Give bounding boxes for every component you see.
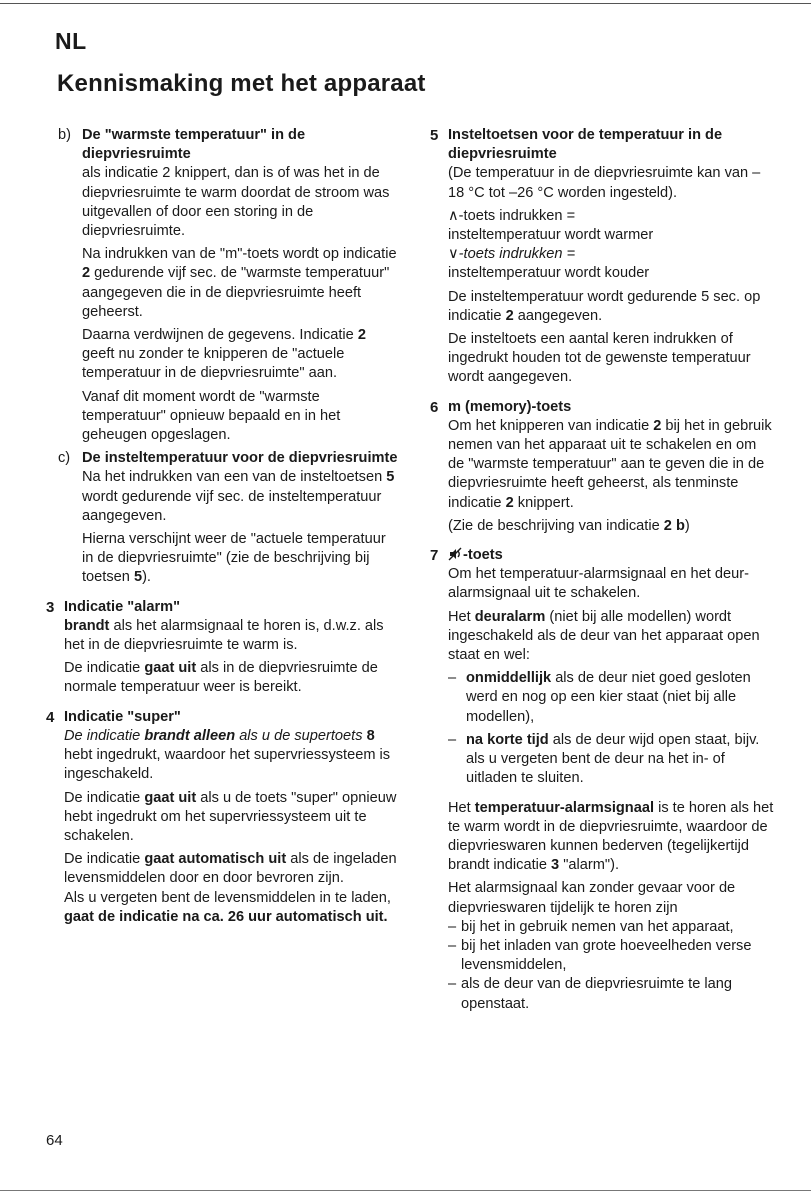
section-6 <box>430 398 775 536</box>
list-item: – bij het inladen van grote hoeveelheden verse levensmiddelen, <box>448 937 752 974</box>
page-number: 64 <box>46 1132 63 1149</box>
list-item: – bij het in gebruik nemen van het apparaat, <box>448 918 734 935</box>
section-5-heading: Insteltoetsen voor de temperatuur in de diepvriesruimte <box>448 127 723 163</box>
list-item: – onmiddellijk als de deur niet goed gesloten werd en nog op een kier staat (niet bij alle modellen), <box>448 670 751 725</box>
section-7-number: 7 <box>430 547 439 565</box>
section-4-text-3: De indicatie gaat automatisch uit als de ingeladen levensmiddelen door en door bevroren zijn. Als u vergeten bent de levensmiddelen in te laden, gaat de indicatie na ca. 26 uur automatisch uit. <box>64 851 397 925</box>
item-b-label: b) <box>58 127 71 143</box>
section-7-text-3: Het temperatuur-alarmsignaal is te horen als het te warm wordt in de diepvriesruimte, waardoor de diepvrieswaren kunnen bederven (tegelijkertijd brandt indicatie 3 "alarm"). <box>448 799 774 874</box>
section-6-number: 6 <box>430 398 439 416</box>
section-3-text-1: brandt als het alarmsignaal te horen is, d.w.z. als het in de diepvriesruimte te warm is. <box>64 617 384 654</box>
item-b <box>46 126 401 445</box>
item-b-text-1: als indicatie 2 knippert, dan is of was het in de diepvriesruimte te warm doordat de stroom was uitgevallen of door een storing in de diepvriesruimte. <box>82 165 390 240</box>
item-c <box>46 449 401 587</box>
alarm-off-icon <box>448 547 462 561</box>
section-6-text-2: (Zie de beschrijving van indicatie 2 b) <box>448 517 690 534</box>
top-rule <box>0 3 811 4</box>
section-7 <box>430 546 775 1014</box>
item-c-text-1: Na het indrukken van een van de insteltoetsen 5 wordt gedurende vijf sec. de insteltemperatuur aangegeven. <box>82 469 395 524</box>
item-b-text-2: Na indrukken van de "m"-toets wordt op indicatie 2 gedurende vijf sec. de "warmste temperatuur" aangegeven die in de diepvriesruimte heeft geheerst. <box>82 246 397 320</box>
right-column <box>430 126 775 1014</box>
section-7-heading: -toets <box>448 546 775 565</box>
section-7-text-1: Om het temperatuur-alarmsignaal en het deur-alarmsignaal uit te schakelen. <box>448 566 749 602</box>
section-5-number: 5 <box>430 127 439 144</box>
section-7-text-2: Het deuralarm (niet bij alle modellen) wordt ingeschakeld als de deur van het apparaat open staat en wel: <box>448 608 760 664</box>
section-5-text-2: ∧-toets indrukken = insteltemperatuur wordt warmer ∨-toets indrukken = insteltemperatuur wordt kouder <box>448 207 654 282</box>
section-5-text-3: De insteltemperatuur wordt gedurende 5 sec. op indicatie 2 aangegeven. <box>448 288 761 324</box>
list-item: – als de deur van de diepvriesruimte te lang openstaat. <box>448 976 732 1012</box>
left-column <box>46 126 401 927</box>
section-7-text-4: Het alarmsignaal kan zonder gevaar voor de diepvrieswaren tijdelijk te horen zijn <box>448 880 736 916</box>
section-3-number: 3 <box>46 598 55 616</box>
section-4-number: 4 <box>46 708 55 726</box>
bottom-rule <box>0 1190 811 1191</box>
section-6-heading: m (memory)-toets <box>448 398 572 415</box>
section-3 <box>46 598 401 698</box>
section-4-heading: Indicatie "super" <box>64 708 181 725</box>
item-b-text-4: Vanaf dit moment wordt de "warmste temperatuur" opnieuw bepaald en in het geheugen opgeslagen. <box>82 388 341 444</box>
section-4 <box>46 708 401 927</box>
page-title: Kennismaking met het apparaat <box>57 70 426 97</box>
section-5-text-4: De insteltoets een aantal keren indrukken of ingedrukt houden tot de gewenste temperatuur wordt aangegeven. <box>448 331 751 386</box>
item-c-text-2: Hierna verschijnt weer de "actuele temperatuur in de diepvriesruimte" (zie de beschrijving bij toetsen 5). <box>82 531 386 586</box>
section-4-text-2: De indicatie gaat uit als u de toets "super" opnieuw hebt ingedrukt om het supervriessysteem uit te schakelen. <box>64 789 397 844</box>
section-5-text-1: (De temperatuur in de diepvriesruimte kan van –18 °C tot –26 °C worden ingesteld). <box>448 165 761 201</box>
item-b-text-3: Daarna verdwijnen de gegevens. Indicatie 2 geeft nu zonder te knipperen de "actuele temperatuur in de diepvriesruimte" aan. <box>82 327 366 382</box>
section-3-text-2: De indicatie gaat uit als in de diepvriesruimte de normale temperatuur weer is bereikt. <box>64 660 378 696</box>
item-b-heading: De "warmste temperatuur" in de diepvriesruimte <box>82 127 306 163</box>
section-6-text-1: Om het knipperen van indicatie 2 bij het in gebruik nemen van het apparaat uit te schakelen en om de "warmste temperatuur" aan te geven die in de diepvriesruimte heeft geheerst, als tenminste indicatie 2 knippert. <box>448 417 772 511</box>
item-c-label: c) <box>58 450 71 467</box>
language-label: NL <box>55 28 87 54</box>
section-5 <box>430 126 775 388</box>
list-item: – na korte tijd als de deur wijd open staat, bijv. als u vergeten bent de deur na het in- of uitladen te sluiten. <box>448 731 760 787</box>
section-4-text-1: De indicatie brandt alleen als u de supertoets 8 hebt ingedrukt, waardoor het supervriessysteem is ingeschakeld. <box>64 727 391 783</box>
item-c-heading: De insteltemperatuur voor de diepvriesruimte <box>82 450 398 467</box>
section-3-heading: Indicatie "alarm" <box>64 598 181 615</box>
